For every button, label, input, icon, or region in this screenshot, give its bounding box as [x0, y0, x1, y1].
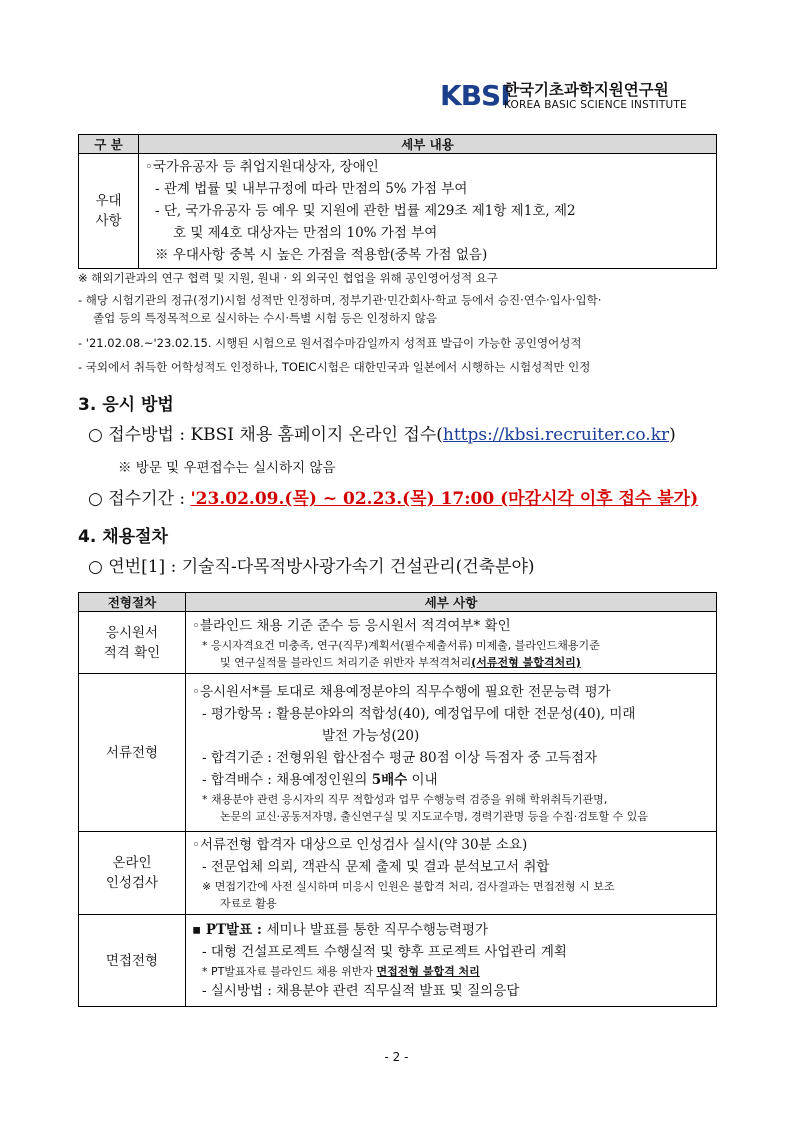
preference-row-label: 우대 사항	[79, 154, 139, 269]
preference-table	[78, 134, 717, 269]
application-period-value: '23.02.09.(목) ~ 02.23.(목) 17:00 (마감시각 이후 접수 불가)	[190, 489, 699, 509]
process-step-document: 서류전형	[79, 674, 186, 832]
process-details-eligibility: ◦블라인드 채용 기준 준수 등 응시원서 적격여부* 확인 * 응시자격요건 미충족, 연구(직무)계획서(필수제출서류) 미제출, 블라인드채용기준 및 연구실적물 블라인드 처리기준 위반자 부적격처리(서류전형 불합격처리)	[186, 612, 717, 674]
process-col-step: 전형절차	[79, 593, 186, 612]
preference-line: 호 및 제4호 대상자는 만점의 10% 가점 부여	[173, 225, 438, 241]
process-details-interview: ▪ PT발표 : 세미나 발표를 통한 직무수행능력평가 - 대형 건설프로젝트 수행실적 및 향후 프로젝트 사업관리 계획 * PT발표자료 블라인드 채용 위반자 면접전형 불합격 처리 - 실시방법 : 채용분야 관련 직무실적 발표 및 질의응답	[186, 915, 717, 1007]
note-english-score: ※ 해외기관과의 연구 협력 및 지원, 원내 · 외 외국인 협업을 위해 공인영어성적 요구	[78, 271, 498, 285]
recruit-site-link[interactable]: https://kbsi.recruiter.co.kr	[442, 425, 670, 445]
preference-line: - 단, 국가유공자 등 예우 및 지원에 관한 법률 제29조 제1항 제1호, 제2	[155, 203, 576, 219]
preference-details	[139, 154, 717, 269]
note-overseas: - 국외에서 취득한 어학성적도 인정하나, TOEIC시험은 대한민국과 일본에서 시행하는 시험성적만 인정	[78, 360, 591, 374]
preference-col-details: 세부 내용	[139, 135, 717, 154]
section-4-subheading: ○ 연번[1] : 기술직-다목적방사광가속기 건설관리(건축분야)	[88, 557, 535, 577]
process-col-details: 세부 사항	[186, 593, 717, 612]
section-4-heading: 4. 채용절차	[78, 527, 168, 547]
page-number: - 2 -	[384, 1050, 409, 1064]
preference-line: - 관계 법률 및 내부규정에 따라 만점의 5% 가점 부여	[155, 181, 468, 197]
application-method: ○ 접수방법 : KBSI 채용 홈페이지 온라인 접수(https://kbsi.recruiter.co.kr)	[88, 425, 676, 445]
kbsi-logo	[440, 76, 715, 118]
org-name-english: KOREA BASIC SCIENCE INSTITUTE	[504, 99, 687, 111]
application-period: ○ 접수기간 : '23.02.09.(목) ~ 02.23.(목) 17:00 (마감시각 이후 접수 불가)	[88, 489, 699, 509]
process-details-document: ◦응시원서*를 토대로 채용예정분야의 직무수행에 필요한 전문능력 평가 - 평가항목 : 활용분야와의 적합성(40), 예정업무에 대한 전문성(40), 미래 발전 가능성(20) - 합격기준 : 전형위원 합산점수 평균 80점 이상 득점자 중 고득점자 - 합격배수 : 채용예정인원의 5배수 이내 * 채용분야 관련 응시자의 직무 적합성과 업무 수행능력 검증을 위해 학위취득기관명, 논문의 교신·공동저자명, 출신연구실 및 지도교수명, 경력기관명 등을 수집·검토할 수 있음	[186, 674, 717, 832]
preference-col-category: 구 분	[79, 135, 139, 154]
process-step-interview: 면접전형	[79, 915, 186, 1007]
logo-mark: KBSI	[440, 79, 510, 112]
org-name-korean: 한국기초과학지원연구원	[504, 81, 669, 99]
note-exam-period: - '21.02.08.~'23.02.15. 시행된 시험으로 원서접수마감일까지 성적표 발급이 가능한 공인영어성적	[78, 336, 582, 350]
process-step-personality: 온라인 인성검사	[79, 832, 186, 915]
process-table	[78, 592, 717, 1007]
note-regular-exam: - 해당 시험기관의 정규(정기)시험 성적만 인정하며, 정부기관·민간회사·학교 등에서 승진·연수·입사·입학·	[78, 293, 602, 307]
preference-line: ◦국가유공자 등 취업지원대상자, 장애인	[145, 159, 379, 175]
process-details-personality: ◦서류전형 합격자 대상으로 인성검사 실시(약 30분 소요) - 전문업체 의뢰, 객관식 문제 출제 및 결과 분석보고서 취합 ※ 면접기간에 사전 실시하며 미응시 인원은 불합격 처리, 검사결과는 면접전형 시 보조 자료로 활용	[186, 832, 717, 915]
section-3-heading: 3. 응시 방법	[78, 395, 174, 415]
preference-line: ※ 우대사항 중복 시 높은 가점을 적용함(중복 가점 없음)	[155, 247, 488, 263]
process-step-eligibility: 응시원서 적격 확인	[79, 612, 186, 674]
application-method-note: ※ 방문 및 우편접수는 실시하지 않음	[118, 460, 336, 476]
note-regular-exam-cont: 졸업 등의 특정목적으로 실시하는 수시·특별 시험 등은 인정하지 않음	[93, 311, 437, 325]
